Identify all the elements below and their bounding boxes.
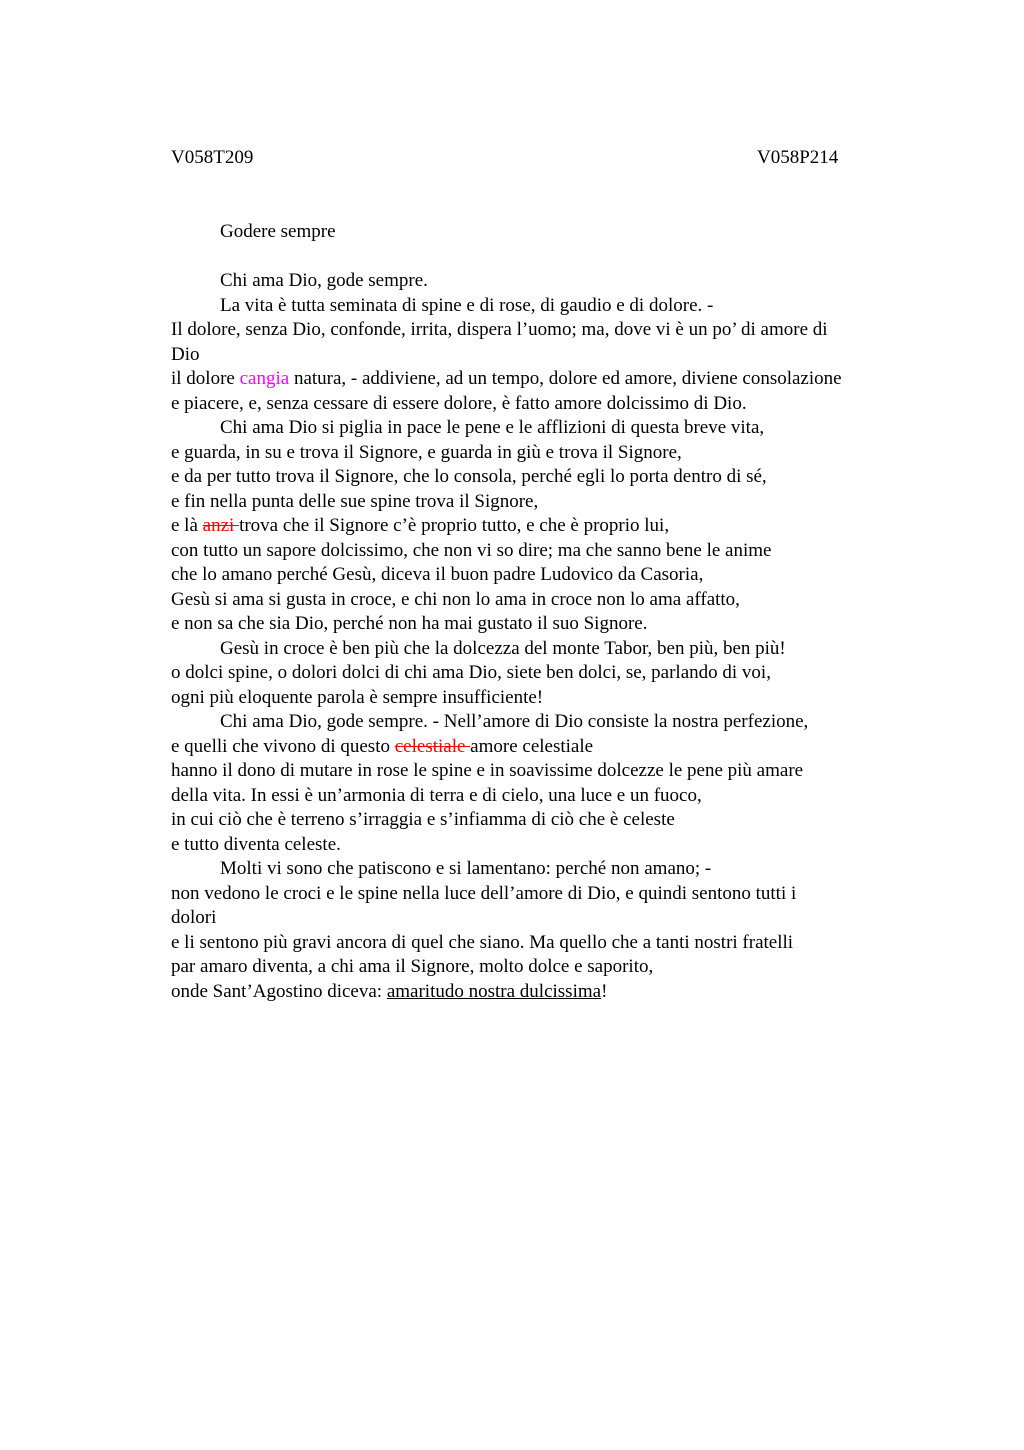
text-line: Chi ama Dio, gode sempre. - Nell’amore di Dio consiste la nostra perfezione,	[220, 711, 809, 732]
text-line: e piacere, e, senza cessare di essere dolore, è fatto amore dolcissimo di Dio.	[171, 392, 747, 414]
text-segment: il dolore	[171, 368, 240, 389]
text-line: e da per tutto trova il Signore, che lo consola, perché egli lo porta dentro di sé,	[171, 466, 767, 487]
text-line: o dolci spine, o dolori dolci di chi ama Dio, siete ben dolci, se, parlando di voi,	[171, 662, 771, 683]
text-line	[171, 980, 911, 1005]
text-segment: !	[601, 980, 608, 1002]
text-line: dolori	[171, 907, 217, 928]
text-segment: e quelli che vivono di questo	[171, 735, 395, 757]
text-segment: onde Sant’Agostino diceva:	[171, 980, 387, 1002]
text-line: par amaro diventa, a chi ama il Signore, molto dolce e saporito,	[171, 956, 654, 977]
document-body	[171, 269, 911, 1004]
text-segment: natura, - addiviene, ad un tempo, dolore ed amore, diviene consolazione	[289, 368, 842, 389]
deleted-word: anzi	[202, 515, 240, 536]
text-line: della vita. In essi è un’armonia di terra e di cielo, una luce e un fuoco,	[171, 784, 702, 806]
text-line: e non sa che sia Dio, perché non ha mai gustato il suo Signore.	[171, 613, 648, 634]
text-line: Molti vi sono che patiscono e si lamentano: perché non amano; -	[220, 858, 712, 879]
highlighted-word: cangia	[239, 368, 290, 389]
text-line: ogni più eloquente parola è sempre insufficiente!	[171, 686, 544, 708]
text-line: hanno il dono di mutare in rose le spine e in soavissime dolcezze le pene più amare	[171, 760, 804, 781]
text-segment: trova che il Signore c’è proprio tutto, e che è proprio lui,	[239, 515, 670, 536]
text-line: non vedono le croci e le spine nella luce dell’amore di Dio, e quindi sentono tutti i	[171, 882, 797, 904]
text-line: Dio	[171, 343, 200, 365]
text-segment: e là	[171, 515, 203, 536]
text-line: Chi ama Dio si piglia in pace le pene e le afflizioni di questa breve vita,	[220, 417, 765, 438]
text-line: Il dolore, senza Dio, confonde, irrita, dispera l’uomo; ma, dove vi è un po’ di amore di	[171, 319, 828, 340]
text-line: La vita è tutta seminata di spine e di rose, di gaudio e di dolore. -	[220, 294, 714, 316]
text-line: e li sentono più gravi ancora di quel che siano. Ma quello che a tanti nostri fratelli	[171, 931, 794, 953]
text-line: e fin nella punta delle sue spine trova il Signore,	[171, 490, 539, 512]
text-line: Gesù si ama si gusta in croce, e chi non lo ama in croce non lo ama affatto,	[171, 588, 740, 610]
text-line	[171, 735, 911, 760]
text-line: Gesù in croce è ben più che la dolcezza del monte Tabor, ben più, ben più!	[220, 637, 786, 659]
text-line	[171, 514, 911, 539]
text-line: e guarda, in su e trova il Signore, e guarda in giù e trova il Signore,	[171, 441, 682, 463]
text-line	[171, 367, 911, 392]
deleted-word: celestiale	[394, 735, 471, 757]
header-left-code: V058T209	[171, 147, 254, 168]
text-line: e tutto diventa celeste.	[171, 833, 341, 855]
text-line: che lo amano perché Gesù, diceva il buon padre Ludovico da Casoria,	[171, 564, 704, 585]
text-line: in cui ciò che è terreno s’irraggia e s’infiamma di ciò che è celeste	[171, 809, 675, 830]
document-title: Godere sempre	[220, 221, 336, 242]
text-segment: amore celestiale	[470, 735, 594, 757]
underlined-quote: amaritudo nostra dulcissima	[386, 980, 602, 1002]
text-line: con tutto un sapore dolcissimo, che non vi so dire; ma che sanno bene le anime	[171, 539, 772, 561]
text-line: Chi ama Dio, gode sempre.	[220, 270, 428, 291]
header-right-code: V058P214	[757, 147, 839, 168]
